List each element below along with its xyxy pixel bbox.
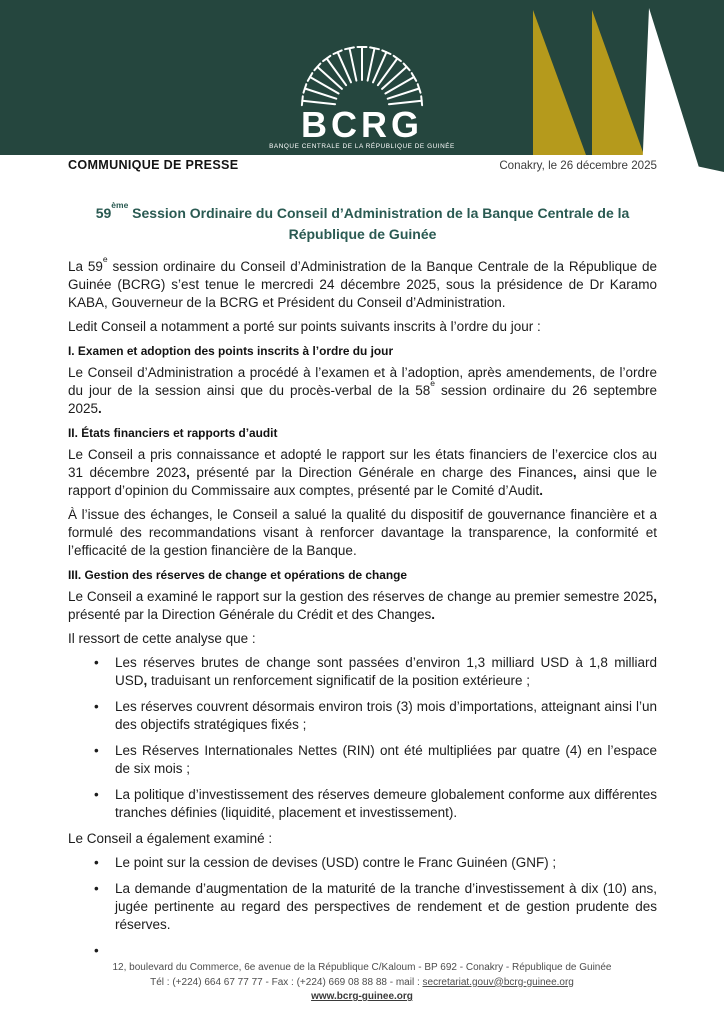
body-paragraph: Il ressort de cette analyse que : <box>68 631 256 646</box>
bullet-item: • Les réserves couvrent désormais environ trois (3) mois d’importations, atteignant ainsi l’un des objectifs stratégiques fixés ; <box>68 698 657 734</box>
section-heading: I. Examen et adoption des points inscrits à l’ordre du jour <box>68 344 394 358</box>
press-release-kicker: COMMUNIQUE DE PRESSE <box>68 158 239 172</box>
banner <box>0 0 724 175</box>
footer-contact <box>30 976 694 991</box>
body-paragraph: Ledit Conseil a notamment a porté sur points suivants inscrits à l’ordre du jour : <box>68 319 541 334</box>
email-link[interactable]: secretariat.gouv@bcrg-guinee.org <box>422 976 574 988</box>
document-body <box>68 196 657 968</box>
footer-website-line <box>30 990 694 1005</box>
logo-caption: BANQUE CENTRALE DE LA RÉPUBLIQUE DE GUINÉE <box>269 143 455 150</box>
body-paragraph: La 59e session ordinaire du Conseil d’Administration de la Banque Centrale de la République de Guinée (BCRG) s’est tenue le mercredi 24 décembre 2025, sous la présidence de Dr Karamo KABA, Gouverneur de la BCRG et Président du Conseil d’Administration. <box>68 253 657 310</box>
bullet-item: • Les réserves brutes de change sont passées d’environ 1,3 milliard USD à 1,8 milliard USD, traduisant un renforcement significatif de la position extérieure ; <box>68 654 657 690</box>
body-paragraph: À l’issue des échanges, le Conseil a salué la qualité du dispositif de gouvernance financière et a formulé des recommandations visant à renforcer davantage la transparence, la conformité et l’efficacité de la gestion financière de la Banque. <box>68 507 657 558</box>
dateline: Conakry, le 26 décembre 2025 <box>499 159 657 172</box>
bullet-item: • La politique d’investissement des réserves demeure globalement conforme aux différentes tranches définies (liquidité, placement et investissement). <box>68 786 657 822</box>
logo-acronym: BCRG <box>301 104 423 145</box>
bullet-item: • La demande d’augmentation de la maturité de la tranche d’investissement à dix (10) ans, jugée pertinente au regard des perspectives de rendement et de gestion prudente des réserves. <box>68 880 657 934</box>
footer <box>30 961 694 1005</box>
footer-address: 12, boulevard du Commerce, 6e avenue de la République C/Kaloum - BP 692 - Conakry - République de Guinée <box>112 962 612 973</box>
website-link[interactable]: www.bcrg-guinee.org <box>311 991 413 1002</box>
bullet-item <box>68 942 657 960</box>
body-paragraph: Le Conseil d’Administration a procédé à l’examen et à l’adoption, après amendements, de l’ordre du jour de la session ainsi que du procès-verbal de la 58e session ordinaire du 26 septembre 2025. <box>68 365 658 416</box>
bullet-list <box>68 854 657 960</box>
bullet-item: • Le point sur la cession de devises (USD) contre le Franc Guinéen (GNF) ; <box>68 854 657 872</box>
header-row <box>68 158 657 172</box>
section-heading: III. Gestion des réserves de change et opérations de change <box>68 568 407 582</box>
body-paragraph: Le Conseil a pris connaissance et adopté le rapport sur les états financiers de l’exercice clos au 31 décembre 2023, présenté par la Direction Générale en charge des Finances, ainsi que le rapport d’opinion du Commissaire aux comptes, présenté par le Comité d’Audit. <box>68 447 657 498</box>
press-release-title: 59ème Session Ordinaire du Conseil d’Administration de la Banque Centrale de la République de Guinée <box>95 200 630 242</box>
bullet-item: • Les Réserves Internationales Nettes (RIN) ont été multipliées par quatre (4) en l’espace de six mois ; <box>68 742 657 778</box>
footer-contact-text: Tél : (+224) 664 67 77 77 - Fax : (+224) 669 08 88 88 - mail : <box>150 976 423 988</box>
bullet-list <box>68 654 657 822</box>
section-heading: II. États financiers et rapports d’audit <box>68 426 278 440</box>
body-paragraph: Le Conseil a examiné le rapport sur la gestion des réserves de change au premier semestre 2025, présenté par la Direction Générale du Crédit et des Changes. <box>68 589 657 622</box>
body-paragraph: Le Conseil a également examiné : <box>68 831 273 846</box>
